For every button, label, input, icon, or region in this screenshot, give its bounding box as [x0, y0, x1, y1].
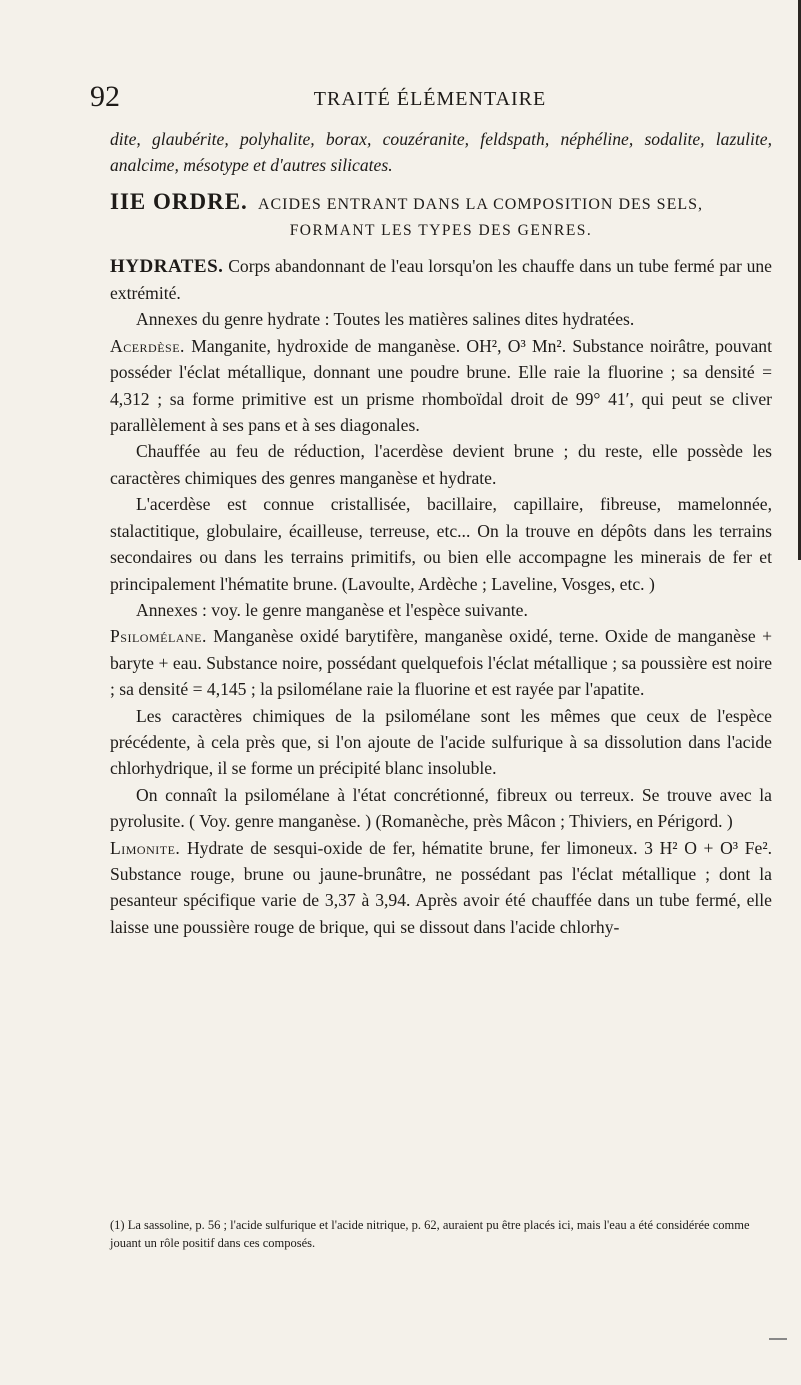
- order-heading: [110, 189, 772, 218]
- footnote: (1) La sassoline, p. 56 ; l'acide sulfurique et l'acide nitrique, p. 62, auraient pu être placés ici, mais l'eau a été considérée comme jouant un rôle positif dans ces composés.: [110, 1218, 750, 1250]
- page-number: 92: [90, 80, 120, 113]
- hydrates-text: Corps abandonnant de l'eau lorsqu'on les chauffe dans un tube fermé par une extrémité.: [110, 255, 772, 304]
- psilomelane-paragraph: [110, 623, 772, 702]
- limonite-paragraph: [110, 835, 772, 941]
- page-header: [90, 80, 770, 120]
- order-line: ACIDES ENTRANT DANS LA COMPOSITION DES SELS,: [257, 195, 704, 213]
- chauffee-paragraph: Chauffée au feu de réduction, l'acerdèse devient brune ; du reste, elle possède les caractères chimiques des genres manganèse et hydrate.: [110, 441, 772, 488]
- psilomelane-known-paragraph: On connaît la psilomélane à l'état concrétionné, fibreux ou terreux. Se trouve avec la pyrolusite. ( Voy. genre manganèse. ) (Romanèche, près Mâcon ; Thiviers, en Périgord. ): [110, 784, 772, 832]
- species-heading: Limonite.: [110, 837, 181, 858]
- intro-paragraph: dite, glaubérite, polyhalite, borax, couzéranite, feldspath, néphéline, sodalite, lazulite, analcime, mésotype et d'autres silicates.: [110, 129, 772, 176]
- order-subheading: FORMANT LES TYPES DES GENRES.: [289, 222, 593, 240]
- species-heading: Psilomélane.: [110, 626, 207, 647]
- psilomelane-chem-paragraph: Les caractères chimiques de la psilomélane sont les mêmes que ceux de l'espèce précédente, à cela près que, si l'on ajoute de l'acide sulfurique à sa dissolution dans l'acide chlorhydrique, il se forme un précipité blanc insoluble.: [110, 705, 772, 779]
- species-heading: Acerdèse.: [110, 335, 185, 356]
- genus-heading: HYDRATES.: [110, 255, 224, 277]
- psilomelane-text: Manganèse oxidé barytifère, manganèse oxidé, terne. Oxide de manganèse + baryte + eau. Substance noire, possédant quelquefois l'éclat métallique ; sa poussière est noire ; sa densité = 4,145 ; la psilomélane raie la fluorine et est rayée par l'apatite.: [110, 626, 772, 700]
- annexes-paragraph: Annexes du genre hydrate : Toutes les matières salines dites hydratées.: [136, 309, 635, 330]
- page-mark: [769, 1338, 787, 1340]
- order-title: IIE ORDRE.: [110, 188, 248, 214]
- limonite-text: Hydrate de sesqui-oxide de fer, hématite brune, fer limoneux. 3 H² O + O³ Fe². Substance rouge, brune ou jaune-brunâtre, ne possédant pas l'éclat métallique ; dont la pesanteur spécifique varie de 3,37 à 3,94. Après avoir été chauffée dans un tube fermé, elle laisse une poussière rouge de brique, qui se dissout dans l'acide chlorhy-: [110, 837, 772, 937]
- connue-paragraph: L'acerdèse est connue cristallisée, bacillaire, capillaire, fibreuse, mamelonnée, stalactitique, globulaire, écailleuse, terreuse, etc... On la trouve en dépôts dans les terrains secondaires ou dans les terrains primitifs, ou bien elle accompagne les minerais de fer et principalement l'hématite brune. (Lavoulte, Ardèche ; Laveline, Vosges, etc. ): [110, 494, 772, 594]
- page-body: [110, 126, 772, 940]
- running-title: TRAITÉ ÉLÉMENTAIRE: [313, 88, 547, 110]
- annexes2-paragraph: Annexes : voy. le genre manganèse et l'espèce suivante.: [136, 599, 528, 620]
- acerdese-text: Manganite, hydroxide de manganèse. OH², O³ Mn². Substance noirâtre, pouvant posséder l'éclat métallique, donnant une poudre brune. Elle raie la fluorine ; sa densité = 4,312 ; sa forme primitive est un prisme rhomboïdal droit de 99° 41′, qui peut se cliver parallèlement à ses pans et à ses diagonales.: [110, 335, 772, 436]
- acerdese-paragraph: [110, 333, 772, 439]
- hydrates-paragraph: [110, 253, 772, 307]
